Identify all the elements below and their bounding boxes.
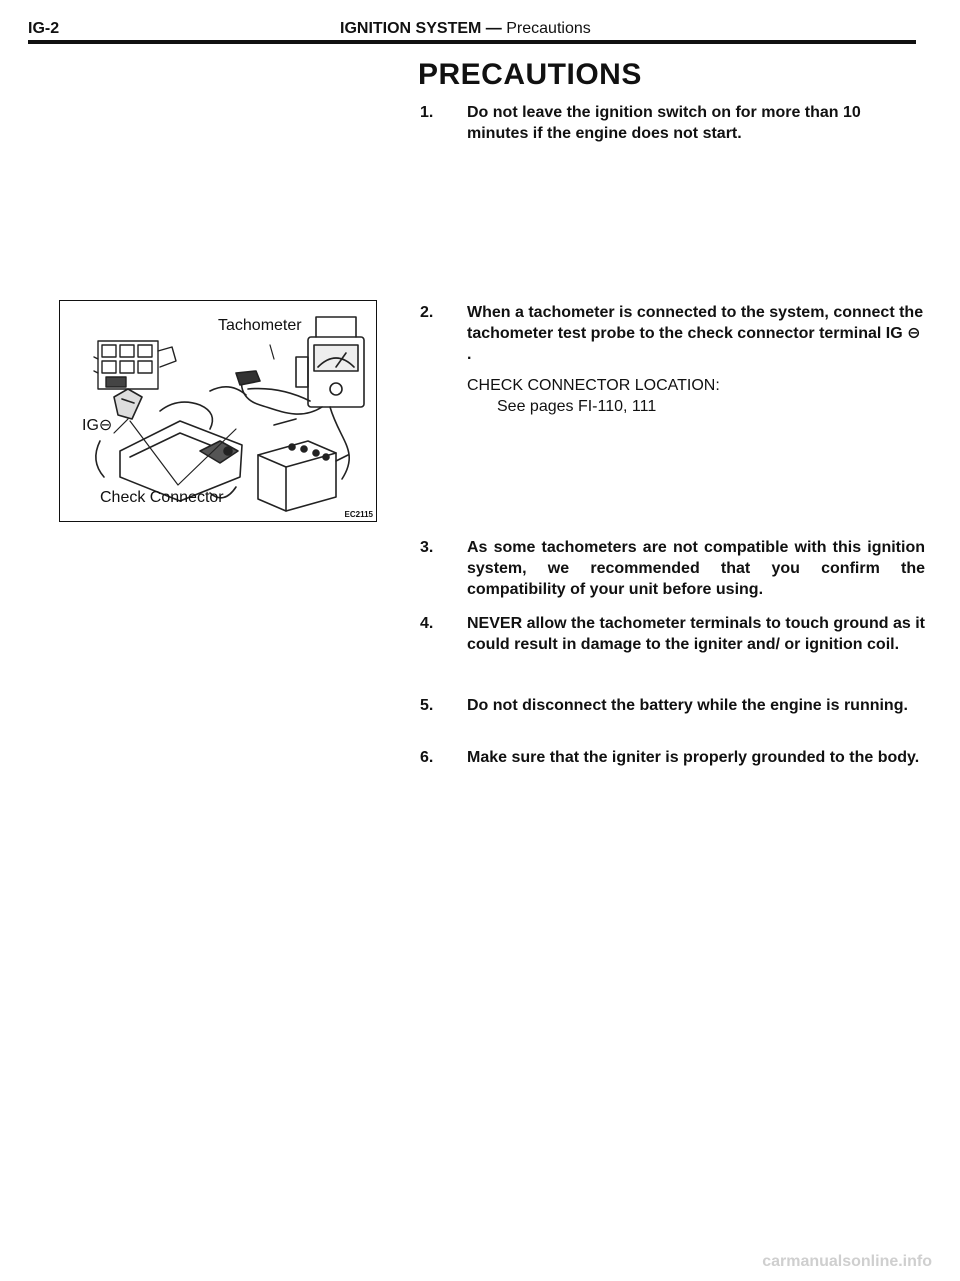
item-number: 3. — [420, 539, 434, 556]
header-rule — [28, 40, 916, 44]
check-connector-body — [114, 389, 142, 419]
item-number: 6. — [420, 749, 434, 766]
page-title: PRECAUTIONS — [418, 58, 642, 91]
relay-block — [94, 341, 176, 389]
ig-terminal-label: IG⊖ — [82, 417, 113, 434]
item-number: 5. — [420, 697, 434, 714]
reference-pages: See pages FI-110, 111 — [497, 398, 657, 415]
item-number: 4. — [420, 615, 434, 632]
figure-code: EC2115 — [344, 510, 373, 519]
check-connector-label: Check Connector — [100, 489, 224, 506]
battery — [258, 441, 348, 511]
subsection-name: Precautions — [506, 20, 591, 37]
item-number: 2. — [420, 304, 434, 321]
item-text: As some tachometers are not compatible with this ignition system, we recommended that you confirm the compatibility of your unit before using. — [467, 539, 925, 598]
item-number: 1. — [420, 104, 434, 121]
tachometer-connection-figure — [59, 300, 377, 522]
precaution-item-6 — [420, 747, 925, 768]
item-text: Make sure that the igniter is properly grounded to the body. — [467, 749, 920, 766]
watermark: carmanualsonline.info — [762, 1253, 932, 1270]
section-name: IGNITION SYSTEM — — [340, 20, 502, 37]
item-text: Do not disconnect the battery while the engine is running. — [467, 697, 908, 714]
precaution-item-3 — [420, 537, 925, 600]
precaution-item-1 — [420, 102, 925, 144]
page-number: IG-2 — [28, 20, 60, 37]
tachometer-label: Tachometer — [218, 317, 302, 334]
precaution-item-5 — [420, 695, 925, 716]
precaution-item-4 — [420, 613, 925, 655]
item-text: When a tachometer is connected to the system, connect the tachometer test probe to the check connector terminal IG ⊖ . — [467, 304, 924, 363]
precaution-item-2 — [420, 302, 925, 417]
check-connector-heading: CHECK CONNECTOR LOCATION: — [467, 377, 720, 394]
item-text: Do not leave the ignition switch on for more than 10 minutes if the engine does not start. — [467, 104, 861, 142]
item-text: NEVER allow the tachometer terminals to touch ground as it could result in damage to the igniter and/ or ignition coil. — [467, 615, 925, 653]
tachometer-device — [296, 317, 364, 407]
running-header — [340, 20, 591, 38]
